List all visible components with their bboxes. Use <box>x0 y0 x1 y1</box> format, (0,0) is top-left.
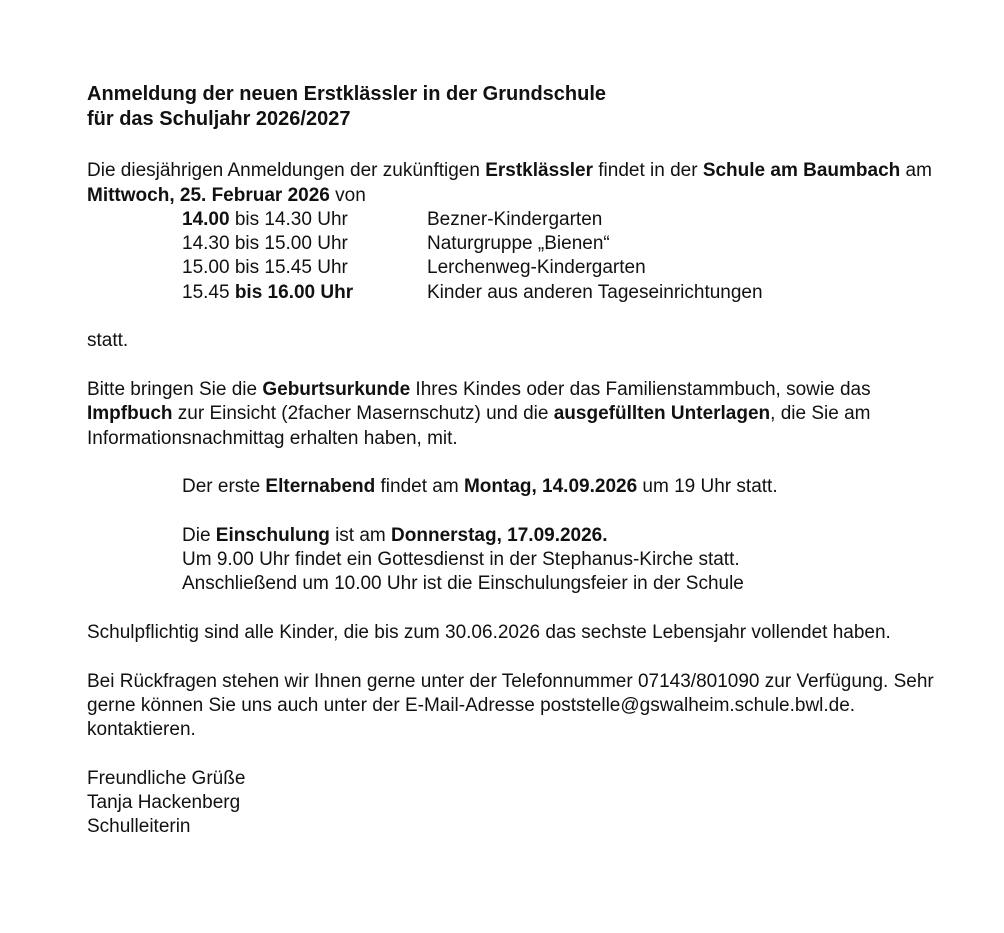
intro-text-3: am <box>900 160 932 182</box>
schedule-time: 14.30 bis 15.00 Uhr <box>182 233 348 255</box>
schedule-row <box>182 281 947 305</box>
intro-bold-erstklassler: Erstklässler <box>485 160 593 182</box>
schedule-time <box>182 281 427 305</box>
title-line-2: für das Schuljahr 2026/2027 <box>87 108 351 130</box>
contact-paragraph: Bei Rückfragen stehen wir Ihnen gerne unter der Telefonnummer 07143/801090 zur Verfügung. Sehr gerne können Sie uns auch unter der E-Mail-Adresse poststelle@gswalheim.schule.bwl.de. kontaktieren. <box>87 670 934 741</box>
ceremony-text-1: Die <box>182 524 216 546</box>
intro-bold-date: Mittwoch, 25. Februar 2026 <box>87 184 330 206</box>
schedule-row <box>182 232 947 256</box>
enrollment-ceremony <box>182 524 947 597</box>
title-line-1: Anmeldung der neuen Erstklässler in der Grundschule <box>87 83 607 105</box>
intro-paragraph <box>87 159 947 208</box>
schedule-group: Lerchenweg-Kindergarten <box>427 257 646 279</box>
ceremony-line-2: Um 9.00 Uhr findet ein Gottesdienst in der Stephanus-Kirche statt. <box>182 549 740 571</box>
signer-name: Tanja Hackenberg <box>87 792 241 814</box>
schedule-group: Kinder aus anderen Tageseinrichtungen <box>427 281 763 303</box>
ceremony-line-1 <box>182 524 947 548</box>
documents-text-3: zur Einsicht (2facher Masernschutz) und die <box>172 403 554 425</box>
documents-paragraph <box>87 378 947 451</box>
ceremony-line-3: Anschließend um 10.00 Uhr ist die Einschulungsfeier in der Schule <box>182 573 744 595</box>
schedule-time <box>182 208 427 232</box>
parents-evening <box>182 475 947 499</box>
schedule-group: Bezner-Kindergarten <box>427 208 603 230</box>
intro-text-4: von <box>329 184 366 206</box>
parents-evening-bold: Elternabend <box>265 476 376 498</box>
schedule-row <box>182 256 947 280</box>
schedule-time-bold: bis 16.00 Uhr <box>234 281 354 303</box>
registration-schedule <box>182 208 947 305</box>
letter-document <box>87 82 947 840</box>
documents-text-1: Bitte bringen Sie die <box>87 378 263 400</box>
signer-role: Schulleiterin <box>87 816 191 838</box>
closing-block <box>87 767 947 840</box>
schedule-time-pre: 15.45 <box>182 281 235 303</box>
intro-bold-school: Schule am Baumbach <box>702 160 901 182</box>
statt-text: statt. <box>87 330 129 352</box>
compulsory-school-paragraph: Schulpflichtig sind alle Kinder, die bis zum 30.06.2026 das sechste Lebensjahr vollendet haben. <box>87 621 891 643</box>
parents-evening-text-3: um 19 Uhr statt. <box>637 476 778 498</box>
documents-bold-birth-certificate: Geburtsurkunde <box>262 378 411 400</box>
schedule-time-rest: bis 14.30 Uhr <box>229 208 348 230</box>
ceremony-text-2: ist am <box>329 524 392 546</box>
parents-evening-text-1: Der erste <box>182 476 266 498</box>
schedule-row <box>182 208 947 232</box>
schedule-group: Naturgruppe „Bienen“ <box>427 233 610 255</box>
schedule-time: 15.00 bis 15.45 Uhr <box>182 257 348 279</box>
documents-bold-forms: ausgefüllten Unterlagen <box>553 403 771 425</box>
ceremony-bold: Einschulung <box>215 524 330 546</box>
documents-bold-vaccination-book: Impfbuch <box>87 403 173 425</box>
documents-text-4: , die Sie am Informationsnachmittag erhalten haben, mit. <box>87 403 871 449</box>
schedule-time-bold: 14.00 <box>182 208 230 230</box>
closing-greeting: Freundliche Grüße <box>87 767 246 789</box>
parents-evening-text-2: findet am <box>375 476 464 498</box>
parents-evening-date: Montag, 14.09.2026 <box>463 476 638 498</box>
intro-text-1: Die diesjährigen Anmeldungen der zukünftigen <box>87 160 486 182</box>
letter-title <box>87 82 947 132</box>
documents-text-2: Ihres Kindes oder das Familienstammbuch, sowie das <box>410 378 871 400</box>
intro-text-2: findet in der <box>592 160 703 182</box>
ceremony-date: Donnerstag, 17.09.2026. <box>391 524 608 546</box>
